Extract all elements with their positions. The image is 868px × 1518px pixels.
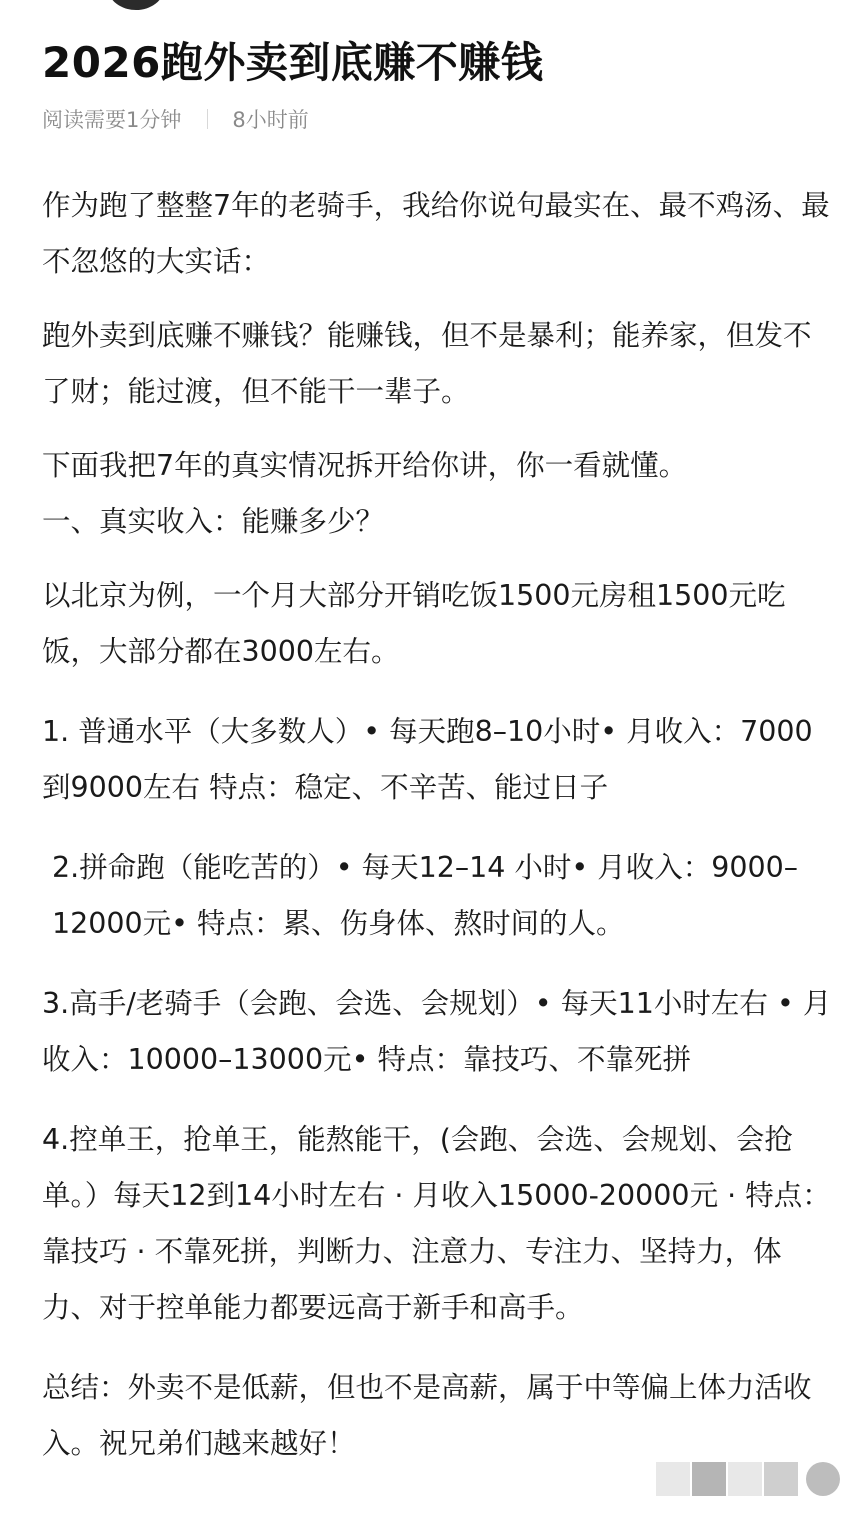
- paragraph-beijing: 以北京为例，一个月大部分开销吃饭1500元房租1500元吃饭，大部分都在3000左右。: [42, 579, 786, 668]
- paragraph-answer: 跑外卖到底赚不赚钱？能赚钱，但不是暴利；能养家，但发不了财；能过渡，但不能干一辈子。: [42, 319, 812, 408]
- tier-2: 2.拼命跑（能吃苦的）• 每天12–14 小时• 月收入：9000–12000元• 特点：累、伤身体、熬时间的人。: [52, 851, 799, 940]
- tier-3: 3.高手/老骑手（会跑、会选、会规划）• 每天11小时左右 • 月收入：10000–13000元• 特点：靠技巧、不靠死拼: [42, 987, 832, 1076]
- toolbar-block: [764, 1462, 798, 1496]
- tier-4: 4.控单王，抢单王，能熬能干，(会跑、会选、会规划、会抢单。）每天12到14小时左右 · 月收入15000-20000元 · 特点：靠技巧 · 不靠死拼，判断力、注意力、专注力、坚持力，体力、对于控单能力都要远高于新手和高手。: [42, 1123, 831, 1324]
- paragraph-summary: 总结：外卖不是低薪，但也不是高薪，属于中等偏上体力活收入。祝兄弟们越来越好！: [42, 1371, 812, 1460]
- section-heading: 一、真实收入：能赚多少？: [42, 505, 385, 538]
- tier-1: 1. 普通水平（大多数人）• 每天跑8–10小时• 月收入：7000到9000左右 特点：稳定、不辛苦、能过日子: [42, 715, 813, 804]
- read-time: 阅读需要1分钟: [42, 108, 182, 132]
- toolbar-block: [728, 1462, 762, 1496]
- paragraph-lead: 下面我把7年的真实情况拆开给你讲，你一看就懂。: [42, 449, 688, 482]
- more-icon[interactable]: [806, 1462, 840, 1496]
- author-avatar[interactable]: [108, 0, 164, 10]
- article-body: [42, 178, 832, 1472]
- paragraph-intro: 作为跑了整整7年的老骑手，我给你说句最实在、最不鸡汤、最不忽悠的大实话：: [42, 189, 830, 278]
- meta-divider: [207, 109, 208, 129]
- bottom-toolbar: [656, 1462, 840, 1496]
- article-meta: [42, 104, 309, 134]
- toolbar-block: [692, 1462, 726, 1496]
- article-title: 2026跑外卖到底赚不赚钱: [42, 38, 544, 87]
- post-time: 8小时前: [232, 108, 309, 132]
- toolbar-block: [656, 1462, 690, 1496]
